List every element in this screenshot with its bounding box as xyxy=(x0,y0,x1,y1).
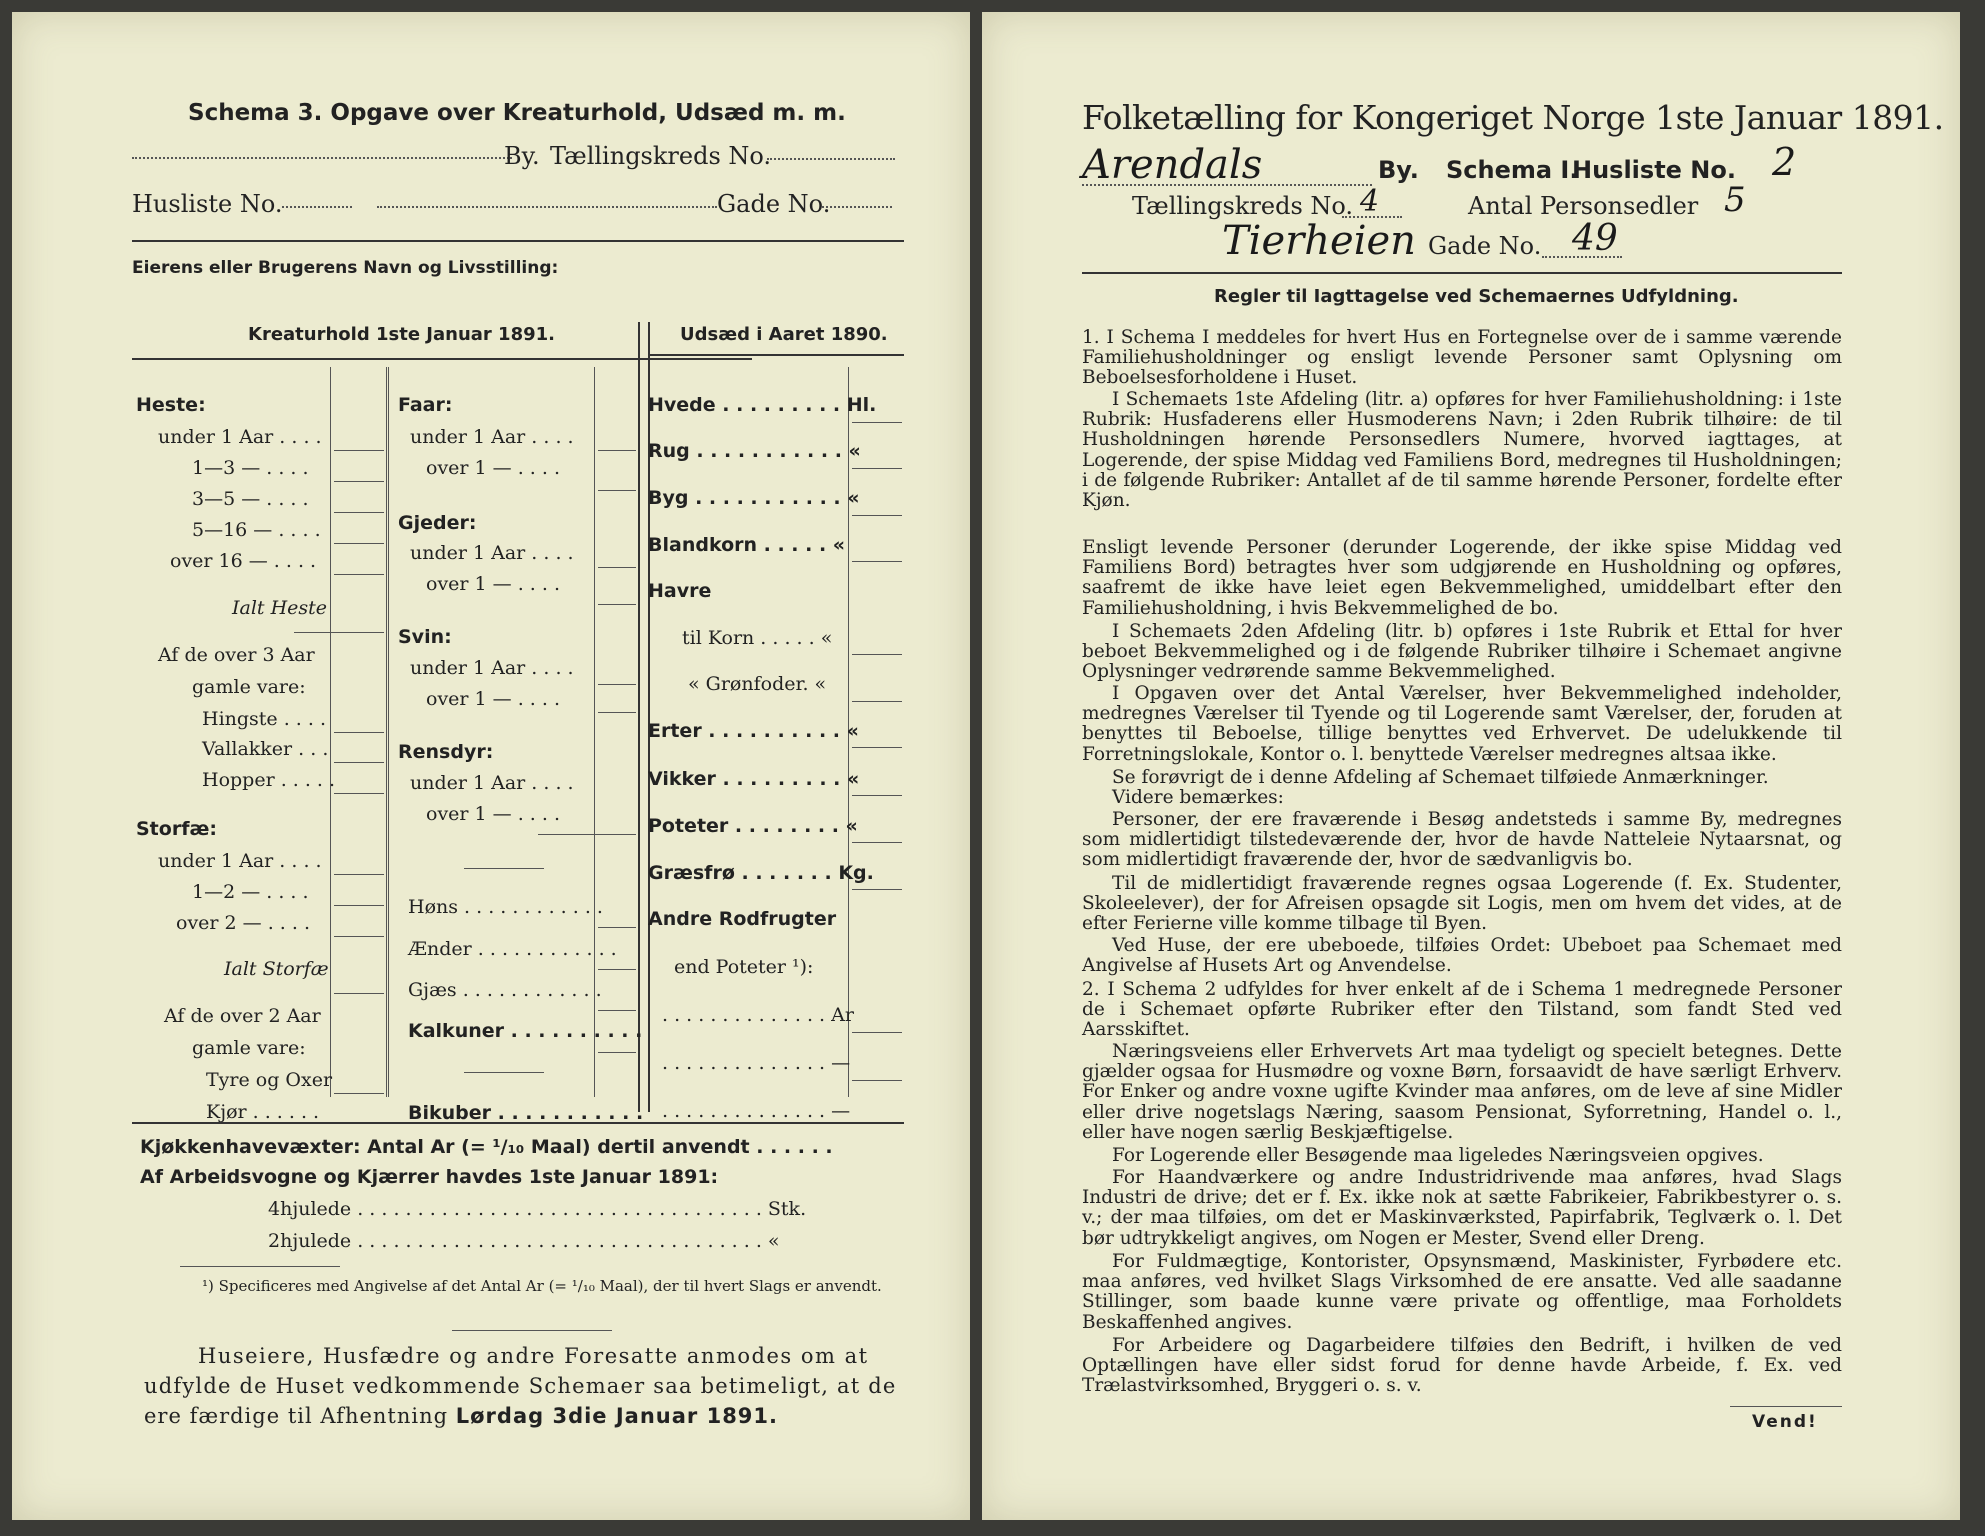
poteter: Poteter . . . . . . . . « xyxy=(648,815,858,837)
gjaes: Gjæs . . . . . . . . . . . . xyxy=(408,979,602,1001)
closing-rule xyxy=(452,1330,612,1331)
rule-para-2: I Schemaets 1ste Afdeling (litr. a) opføres for hver Familiehusholdning: i 1ste Rubrik: Husfaderens eller Husmoderens Navn; i 2den Rubrik tilhøire: de til Husholdningen hørende Personsedlers Numere, hvorved iagttages, at Logerende, der spise Middag ved Familiens Bord, medregnes til Husholdningen; i de følgende Rubriker: Antallet af de til samme hørende Personer, fordelte efter Kjøn. xyxy=(1082,389,1842,512)
graesfro: Græsfrø . . . . . . . Kg. xyxy=(648,862,874,884)
til-korn: til Korn . . . . . « xyxy=(682,627,833,649)
entry-line xyxy=(334,732,384,733)
entry-line xyxy=(598,1010,636,1011)
antal-handwritten: 5 xyxy=(1724,180,1746,220)
entry-line xyxy=(852,1032,902,1033)
entry-line xyxy=(334,762,384,763)
vallakker: Vallakker . . . xyxy=(202,738,329,760)
kreds-field xyxy=(767,158,895,160)
gamle-vare-1: gamle vare: xyxy=(192,676,306,698)
tyre-og-oxer: Tyre og Oxer xyxy=(206,1069,333,1091)
husliste-label: Husliste No. xyxy=(132,190,283,218)
closing-line-2: udfylde de Huset vedkommende Schemaer saa betimeligt, at de xyxy=(144,1374,897,1398)
entry-line xyxy=(852,422,902,423)
footnote-rule xyxy=(180,1266,340,1267)
gade-field xyxy=(1542,256,1622,258)
entry-line xyxy=(598,567,636,568)
rule-2: 2. I Schema 2 udfyldes for hver enkelt af de i Schema 1 medregnede Personer de i Schemaet opførte Rubriker efter den Tilstand, som fandt Sted ved Aarsskiftet. xyxy=(1082,979,1842,1041)
vend-rule xyxy=(1730,1406,1842,1407)
hopper: Hopper . . . . . xyxy=(202,769,336,791)
rensdyr-label: Rensdyr: xyxy=(398,741,494,763)
entry-line xyxy=(852,561,902,562)
entry-line xyxy=(538,834,636,835)
heste-row-1: under 1 Aar . . . . xyxy=(158,426,322,448)
entry-line xyxy=(598,684,636,685)
rule-para-4: I Schemaets 2den Afdeling (litr. b) opføres i 1ste Rubrik et Ettal for hver beboet Bekvemmelighed og i de følgende Rubriker tilhøire i Schemaet angivne Oplysninger vedrørende samme Bekvemmelighed. xyxy=(1082,621,1842,683)
ar-row-2: . . . . . . . . . . . . . . — xyxy=(662,1052,851,1074)
entry-line xyxy=(334,543,384,544)
header-divider xyxy=(1082,272,1842,274)
husliste-label: Husliste No. xyxy=(1572,156,1736,184)
schema-label: Schema I. xyxy=(1446,156,1579,184)
faar-row-1: under 1 Aar . . . . xyxy=(410,426,574,448)
col1-rule-c xyxy=(388,367,389,1097)
rule-para-10: Ved Huse, der ere ubeboede, tilføies Ordet: Ubeboet paa Schemaet med Angivelse af Husets Art og Anvendelse. xyxy=(1082,935,1842,977)
by-label: By. xyxy=(1378,156,1419,184)
gade-label: Gade No. xyxy=(717,190,831,218)
kreds-label: Tællingskreds No. xyxy=(1132,192,1354,220)
col1-rule-b xyxy=(386,367,387,1097)
footnote: ¹) Specificeres med Angivelse af det Antal Ar (= ¹/₁₀ Maal), der til hvert Slags er anvendt. xyxy=(202,1277,882,1295)
entry-line xyxy=(334,993,384,994)
rule-para-8: Personer, der ere fraværende i Besøg andetsteds i samme By, medregnes som midlertidigt tilstedeværende der, hvor de havde Natteleie Nytaarsnat, og som midlertidigt fraværende der, hvor de sædvanligvis bo. xyxy=(1082,809,1842,871)
rule-para-5: I Opgaven over det Antal Værelser, hver Bekvemmelighed indeholder, medregnes Værelser til Tyende og til Logerende samt Værelser, der, foruden at benyttes til Beboelse, tillige benyttes ved Erhvervet. De udelukkende til Forretningslokale, Kontor o. l. benyttede Værelser medregnes altsaa ikke. xyxy=(1082,683,1842,765)
town-field xyxy=(1082,184,1372,186)
heste-row-2: 1—3 — . . . . xyxy=(192,457,309,479)
rug: Rug . . . . . . . . . . . « xyxy=(648,440,861,462)
vikker: Vikker . . . . . . . . . « xyxy=(648,768,860,790)
ar-row-3: . . . . . . . . . . . . . . — xyxy=(662,1100,851,1122)
rule-para-6: Se forøvrigt de i denne Afdeling af Schemaet tilføiede Anmærkninger. xyxy=(1112,767,1769,788)
entry-line xyxy=(598,927,636,928)
rule-para-12: Næringsveiens eller Erhvervets Art maa tydeligt og specielt betegnes. Dette gjælder ogsaa for Husmødre og voxne Børn, forsaavidt de have særligt Erhverv. For Enker og andre voxne ugifte Kvinder maa anføres, om de leve af sine Midler eller drive nogetslags Næring, saasom Pensionat, Syforretning, Handel o. l., eller have nogen særlig Beskjæftigelse. xyxy=(1082,1041,1842,1143)
entry-line xyxy=(852,795,902,796)
vend-label: Vend! xyxy=(1752,1412,1818,1432)
closing-line-3 xyxy=(144,1404,778,1428)
divider-v xyxy=(638,322,640,1112)
ialt-storfae: Ialt Storfæ xyxy=(224,958,329,980)
col1-rule-a xyxy=(330,367,331,1097)
gade-label: Gade No. xyxy=(1428,232,1542,260)
entry-line xyxy=(464,1072,544,1073)
kreds-label: Tællingskreds No. xyxy=(550,142,772,170)
havre: Havre xyxy=(648,580,712,602)
rule-para-3: Ensligt levende Personer (derunder Logerende, der ikke spise Middag ved Familiens Bord) betragtes hver som udgjørende en Husholdning og opføres, saafremt de ikke have leiet egen Bekvemmelighed, umiddelbart efter den Familiehusholdning, i hvis Bekvemmelighed de bo. xyxy=(1082,537,1842,619)
aender: Ænder . . . . . . . . . . . . xyxy=(408,938,617,960)
rule-para-15: For Fuldmægtige, Kontorister, Opsynsmænd, Maskinister, Fyrbødere etc. maa anføres, ved hvilket Slags Virksomhed de ere ansatte. Ved alle saadanne Stillinger, som baade kunne være private og offentlige, maa Forholdets Beskaffenhed angives. xyxy=(1082,1251,1842,1333)
heste-row-4: 5—16 — . . . . xyxy=(192,519,321,541)
entry-line xyxy=(334,936,384,937)
entry-line xyxy=(852,1080,902,1081)
table-bottom-line xyxy=(132,1122,904,1124)
end-poteter: end Poteter ¹): xyxy=(674,956,814,978)
table-top-line-right xyxy=(648,354,904,356)
af-over-2: Af de over 2 Aar xyxy=(164,1005,321,1027)
faar-label: Faar: xyxy=(398,394,453,416)
entry-line xyxy=(334,481,384,482)
rule-para-16: For Arbeidere og Dagarbeidere tilføies den Bedrift, i hvilken de ved Optællingen have eller sidst forud for denne havde Arbeide, f. Ex. ved Trælastvirksomhed, Bryggeri o. s. v. xyxy=(1082,1335,1842,1397)
ialt-heste: Ialt Heste xyxy=(232,597,328,619)
gade-field xyxy=(377,206,717,208)
tohjulede: 2hjulede . . . . . . . . . . . . . . . . . . . . . . . . . . . . . . . . . . « xyxy=(268,1230,780,1252)
svin-row-2: over 1 — . . . . xyxy=(426,688,560,710)
entry-line xyxy=(852,842,902,843)
rensdyr-row-2: over 1 — . . . . xyxy=(426,803,560,825)
divider xyxy=(132,240,904,242)
heste-row-5: over 16 — . . . . xyxy=(170,550,317,572)
arbeidsvogne: Af Arbeidsvogne og Kjærrer havdes 1ste Januar 1891: xyxy=(140,1166,719,1188)
kreatur-header: Kreaturhold 1ste Januar 1891. xyxy=(248,324,555,345)
entry-line xyxy=(334,450,384,451)
eier-label: Eierens eller Brugerens Navn og Livsstilling: xyxy=(132,258,559,278)
hons: Høns . . . . . . . . . . . . xyxy=(408,896,603,918)
entry-line xyxy=(294,632,384,633)
bikuber: Bikuber . . . . . . . . . . . xyxy=(408,1102,644,1124)
gjeder-row-1: under 1 Aar . . . . xyxy=(410,542,574,564)
street-handwritten: Tierheien xyxy=(1222,218,1416,264)
blandkorn: Blandkorn . . . . . « xyxy=(648,534,846,556)
entry-line xyxy=(852,654,902,655)
gade-handwritten: 49 xyxy=(1572,218,1618,259)
by-label: By. xyxy=(504,142,540,170)
storfae-label: Storfæ: xyxy=(136,818,217,840)
gade-no-field xyxy=(822,206,892,208)
gjeder-row-2: over 1 — . . . . xyxy=(426,573,560,595)
entry-line xyxy=(334,905,384,906)
town-handwritten: Arendals xyxy=(1082,142,1263,188)
entry-line xyxy=(334,574,384,575)
entry-line xyxy=(598,712,636,713)
entry-line xyxy=(852,701,902,702)
left-page xyxy=(12,12,970,1520)
kreds-handwritten: 4 xyxy=(1360,184,1380,219)
closing-date: Lørdag 3die Januar 1891. xyxy=(455,1404,779,1428)
closing-text: ere færdige til Afhentning xyxy=(144,1404,456,1428)
storfae-row-3: over 2 — . . . . xyxy=(176,912,310,934)
entry-line xyxy=(334,1093,384,1094)
entry-line xyxy=(852,468,902,469)
rule-para-14: For Haandværkere og andre Industridrivende maa anføres, hvad Slags Industri de drive; det er f. Ex. ikke nok at sætte Fabrikeier, Fabrikbestyrer o. s. v.; der maa tilføies, om det er Maskinværksted, Papirfabrik, Teglværk o. l. Det bør udtrykkeligt angives, om Nogen er Mester, Svend eller Dreng. xyxy=(1082,1167,1842,1249)
kjor: Kjør . . . . . . xyxy=(206,1101,320,1123)
svin-row-1: under 1 Aar . . . . xyxy=(410,657,574,679)
gronfoder: « Grønfoder. « xyxy=(688,673,827,695)
husliste-handwritten: 2 xyxy=(1772,140,1797,184)
hingste: Hingste . . . . xyxy=(202,708,326,730)
gamle-vare-2: gamle vare: xyxy=(192,1037,306,1059)
kalkuner: Kalkuner . . . . . . . . . . xyxy=(408,1020,643,1042)
byg: Byg . . . . . . . . . . . « xyxy=(648,487,860,509)
entry-line xyxy=(334,512,384,513)
af-over-3: Af de over 3 Aar xyxy=(158,644,315,666)
entry-line xyxy=(852,747,902,748)
hvede: Hvede . . . . . . . . . Hl. xyxy=(648,394,877,416)
entry-line xyxy=(598,1052,636,1053)
census-title: Folketælling for Kongeriget Norge 1ste Januar 1891. xyxy=(1082,98,1944,137)
entry-line xyxy=(852,515,902,516)
closing-line-1: Huseiere, Husfædre og andre Foresatte anmodes om at xyxy=(198,1344,869,1368)
entry-line xyxy=(598,604,636,605)
storfae-row-1: under 1 Aar . . . . xyxy=(158,850,322,872)
storfae-row-2: 1—2 — . . . . xyxy=(192,881,309,903)
right-page xyxy=(982,12,1960,1520)
andre-rodfrugter: Andre Rodfrugter xyxy=(648,908,837,930)
entry-line xyxy=(598,450,636,451)
antal-label: Antal Personsedler xyxy=(1468,192,1699,220)
table-top-line xyxy=(132,358,752,360)
firehjulede: 4hjulede . . . . . . . . . . . . . . . . . . . . . . . . . . . . . . . . . . Stk. xyxy=(268,1198,807,1220)
by-field xyxy=(132,157,512,159)
rule-para-13: For Logerende eller Besøgende maa ligeledes Næringsveien opgives. xyxy=(1112,1145,1764,1166)
schema3-title: Schema 3. Opgave over Kreaturhold, Udsæd m. m. xyxy=(188,100,846,126)
entry-line xyxy=(464,868,544,869)
rule-1: 1. I Schema I meddeles for hvert Hus en Fortegnelse over de i samme værende Familiehusholdninger og ensligt levende Personer samt Oplysning om Beboelsesforholdene i Huset. xyxy=(1082,327,1842,389)
husliste-field xyxy=(282,206,352,208)
gjeder-label: Gjeder: xyxy=(398,512,477,534)
entry-line xyxy=(598,490,636,491)
entry-line xyxy=(852,889,902,890)
udsaed-header: Udsæd i Aaret 1890. xyxy=(680,324,888,345)
rules-title: Regler til Iagttagelse ved Schemaernes Udfyldning. xyxy=(1214,286,1739,307)
heste-label: Heste: xyxy=(136,394,206,416)
heste-row-3: 3—5 — . . . . xyxy=(192,488,309,510)
rule-para-7: Videre bemærkes: xyxy=(1112,787,1284,808)
entry-line xyxy=(598,969,636,970)
rensdyr-row-1: under 1 Aar . . . . xyxy=(410,772,574,794)
entry-line xyxy=(334,874,384,875)
rule-para-9: Til de midlertidigt fraværende regnes ogsaa Logerende (f. Ex. Studenter, Skoleelever), der for Afreisen opsagde sit Logis, men om hvem det vides, at de efter Ferierne ville komme tilbage til Byen. xyxy=(1082,873,1842,935)
erter: Erter . . . . . . . . . . « xyxy=(648,720,859,742)
kjokkenhave: Kjøkkenhavevæxter: Antal Ar (= ¹/₁₀ Maal) dertil anvendt . . . . . . xyxy=(140,1136,833,1158)
ar-row-1: . . . . . . . . . . . . . . Ar xyxy=(662,1004,854,1026)
entry-line xyxy=(334,793,384,794)
svin-label: Svin: xyxy=(398,626,452,648)
faar-row-2: over 1 — . . . . xyxy=(426,457,560,479)
